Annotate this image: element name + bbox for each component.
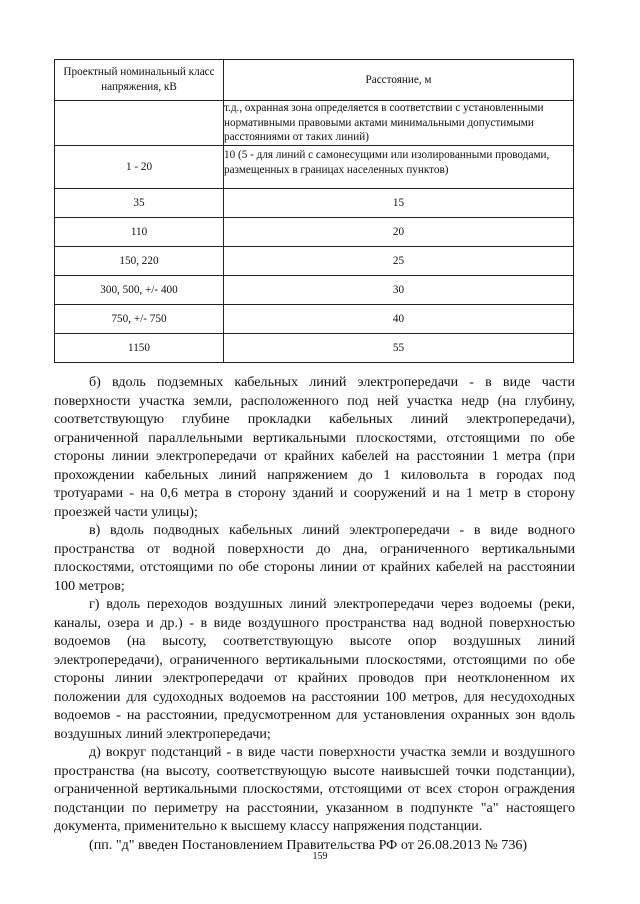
- table-cell-distance: 15: [224, 189, 574, 218]
- table-cell-empty: [55, 101, 224, 146]
- table-cell-distance: 20: [224, 218, 574, 247]
- paragraph-g-water-crossings: г) вдоль переходов воздушных линий электропередачи через водоемы (реки, каналы, озера и др.) - в виде воздушного пространства над водной поверхностью водоемов (на высоту, соответствующую высоте опор воздушных линий электропередачи), ограниченного вертикальными плоскостями, отстоящими по обе стороны линии электропередачи от крайних проводов при неотклоненном их положении для судоходных водоемов на расстоянии 100 метров, для несудоходных водоемов - на расстоянии, предусмотренном для установления охранных зон вдоль воздушных линий электропередачи;: [54, 596, 575, 742]
- paragraph-d-substations: д) вокруг подстанций - в виде части поверхности участка земли и воздушного пространства (на высоту, соответствующую высоте наивысшей точки подстанции), ограниченной вертикальными плоскостями, отстоящими от всех сторон ограждения подстанции по периметру на расстоянии, указанном в подпункте "а" настоящего документа, применительно к высшему классу напряжения подстанции.: [54, 744, 575, 834]
- table-cell-voltage: 1 - 20: [55, 146, 224, 189]
- paragraph-v-underwater-cables: в) вдоль подводных кабельных линий электропередачи - в виде водного пространства от водной поверхности до дна, ограниченного вертикальными плоскостями, отстоящими по обе стороны линии от крайних кабелей на расстоянии 100 метров;: [54, 522, 575, 594]
- paragraph-b-underground-cables: б) вдоль подземных кабельных линий электропередачи - в виде части поверхности участка земли, расположенного под ней участка недр (на глубину, соответствующую глубине прокладки кабельных линий электропередачи), ограниченной параллельными вертикальными плоскостями, отстоящими по обе стороны линии электропередачи от крайних кабелей на расстоянии 1 метра (при прохождении кабельных линий напряжением до 1 киловольта в городах под тротуарами - на 0,6 метра в сторону зданий и сооружений и на 1 метр в сторону проезжей части улицы);: [54, 374, 575, 520]
- header-voltage-class: Проектный номинальный класс напряжения, кВ: [55, 60, 224, 101]
- table-cell-voltage: 1150: [55, 334, 224, 363]
- page-number: 159: [312, 851, 328, 862]
- table-row-continuation: [55, 101, 574, 146]
- table-row: [55, 189, 574, 218]
- document-body: [54, 373, 575, 854]
- table-cell-distance: 55: [224, 334, 574, 363]
- table-row: [55, 305, 574, 334]
- table-cell-voltage: 35: [55, 189, 224, 218]
- table-row: [55, 276, 574, 305]
- voltage-distance-table: [54, 59, 574, 363]
- table-cell-voltage: 150, 220: [55, 247, 224, 276]
- table-cell-distance: 30: [224, 276, 574, 305]
- table-cell-distance: 40: [224, 305, 574, 334]
- table-cell-continuation-text: т.д., охранная зона определяется в соответствии с установленными нормативными правовыми актами минимальными допустимыми расстояниями от таких линий): [224, 101, 574, 146]
- table-row: [55, 218, 574, 247]
- table-row: [55, 146, 574, 189]
- table-row: [55, 247, 574, 276]
- paragraph-amendment-note: (пп. "д" введен Постановлением Правительства РФ от 26.08.2013 № 736): [89, 836, 528, 853]
- table-row: [55, 334, 574, 363]
- table-cell-distance: 10 (5 - для линий с самонесущими или изолированными проводами, размещенных в границах населенных пунктов): [224, 146, 574, 189]
- table-cell-voltage: 110: [55, 218, 224, 247]
- table-cell-voltage: 300, 500, +/- 400: [55, 276, 224, 305]
- header-distance: Расстояние, м: [224, 60, 574, 101]
- table-header-row: [55, 60, 574, 101]
- table-cell-distance: 25: [224, 247, 574, 276]
- table-cell-voltage: 750, +/- 750: [55, 305, 224, 334]
